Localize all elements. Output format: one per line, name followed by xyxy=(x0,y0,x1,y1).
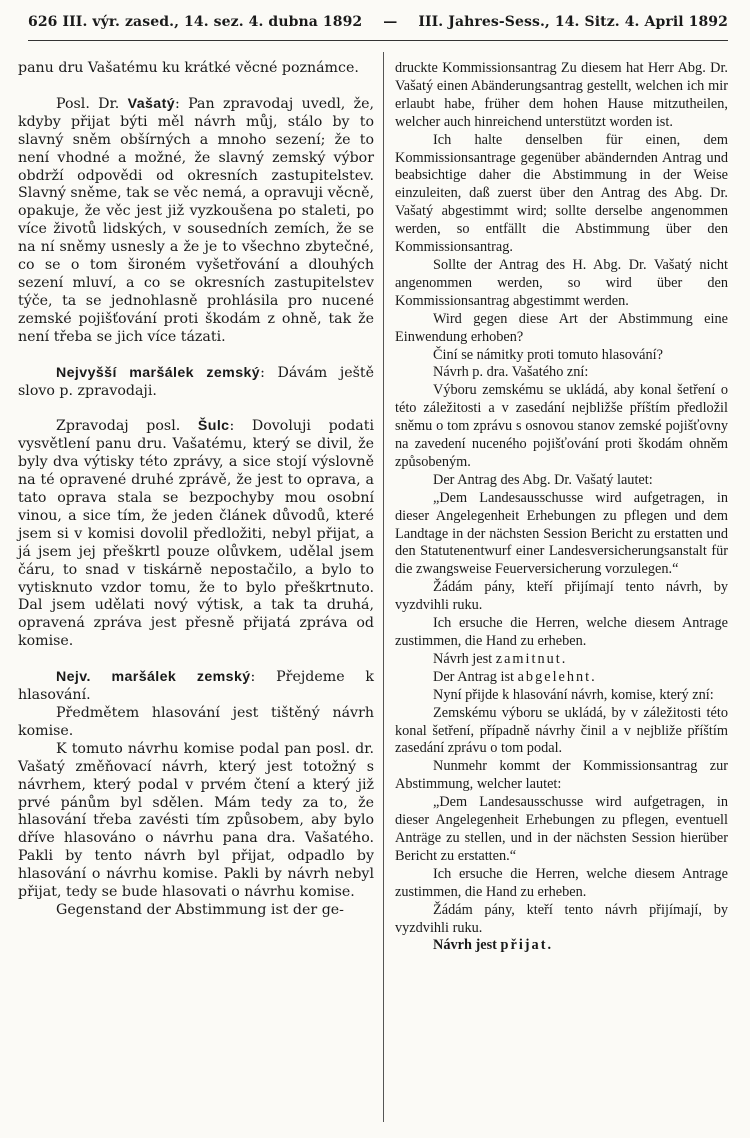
vote-result xyxy=(395,669,728,687)
paragraph: druckte Kommissionsantrag Zu diesem hat Herr Abg. Dr. Vašatý einen Abänderungsantrag gestellt, welchen ich mir erlaubt habe, früher dem hohen Hause mitzutheilen, welcher auch hinreichend unterstützt worden ist. xyxy=(395,60,728,130)
speech-vasaty xyxy=(18,96,374,347)
speech-sulc xyxy=(18,418,374,651)
speech-text: : Přejdeme k hlasování. xyxy=(18,669,374,704)
paragraph: „Dem Landesausschusse wird aufgetragen, in dieser Angelegenheit Erhebungen zu pflegen und dem Landtage in der nächsten Session Bericht zu erstatten und den Statutenentwurf einer Landesversicherungsanstalt für die zwangsweise Feuerversicherung vorzulegen.“ xyxy=(395,489,728,578)
result-value: zamitnut. xyxy=(495,650,568,667)
paragraph: Návrh p. dra. Vašatého zní: xyxy=(433,364,589,381)
speaker-name: Šulc xyxy=(197,418,230,435)
paragraph: Ich halte denselben für einen, dem Kommissionsantrage gegenüber abändernden Antrag und beabsichtige daher die Abstimmung in der Weise einzuleiten, daß zuerst über den Antrag des Abg. Dr. Vašatý abgestimmt wird; sollte derselbe angenommen werden, so entfällt die Abstimmung über den Kommissionsantrag. xyxy=(395,131,728,256)
speech-marsalek xyxy=(18,365,374,401)
paragraph: Gegenstand der Abstimmung ist der ge- xyxy=(56,901,344,918)
paragraph: Zemskému výboru se ukládá, by v záležitosti této konal šetření, případně návrhy činil a v nejbliže příštím zasedání zprávu o tom podal. xyxy=(395,704,728,757)
paragraph: panu dru Vašatému ku krátké věcné poznámce. xyxy=(18,60,359,76)
column-divider xyxy=(383,52,384,1122)
paragraph: Ich ersuche die Herren, welche diesem Antrage zustimmen, die Hand zu erheben. xyxy=(395,865,728,900)
result-label: Der Antrag ist xyxy=(433,668,514,685)
speaker-name: Vašatý xyxy=(127,95,176,112)
speaker-name: Nejvyšší maršálek zemský xyxy=(56,364,261,381)
paragraph: K tomuto návrhu komise podal pan posl. dr. Vašatý změňovací návrh, který jest totožný s návrhem, který podal v prvém čtení a který již prvé pánům byl sdělen. Mám tedy za to, že hlasování třeba zavésti tím způsobem, aby bylo dříve hlasováno o návrhu pana dra. Vašatého. Pakli by tento návrh byl přijat, odpadlo by hlasování o návrhu komise. Pakli by návrh nebyl přijat, tedy se bude hlasovati o návrhu komise. xyxy=(18,740,374,901)
paragraph: Nunmehr kommt der Kommissionsantrag zur Abstimmung, welcher lautet: xyxy=(395,758,728,793)
paragraph: Nyní přijde k hlasování návrh, komise, který zní: xyxy=(433,686,714,703)
speaker-intro: Posl. Dr. xyxy=(56,95,120,112)
vote-result xyxy=(395,651,728,669)
paragraph: Wird gegen diese Art der Abstimmung eine Einwendung erhoben? xyxy=(395,310,728,345)
result-label: Návrh jest xyxy=(433,650,493,667)
paragraph: Žádám pány, kteří tento návrh přijímají, by vyzdvihli ruku. xyxy=(395,901,728,936)
header-separator: — xyxy=(383,14,398,30)
paragraph: Předmětem hlasování jest tištěný návrh komise. xyxy=(18,705,374,739)
left-column xyxy=(18,60,374,920)
speaker-intro: Zpravodaj posl. xyxy=(56,418,181,435)
paragraph: Činí se námitky proti tomuto hlasování? xyxy=(433,346,663,363)
paragraph: „Dem Landesausschusse wird aufgetragen, in dieser Angelegenheit Erhebungen zu pflegen, eventuell Anträge zu stellen, und in der nächsten Session hierüber Bericht zu erstatten.“ xyxy=(395,794,728,864)
result-value: přijat. xyxy=(500,937,554,954)
speech-text: : Dávám ještě slovo p. zpravodaji. xyxy=(18,364,374,399)
paragraph: Výboru zemskému se ukládá, aby konal šetření o této záležitosti a v zasedání nejbližše příštím předložil sněmu o tom zprávu s osnovou stanov zemské pojišťovny na zavedení nuceného pojišťování proti škodám ohněm způsobeným. xyxy=(395,382,728,470)
result-value: abgelehnt. xyxy=(517,668,597,685)
result-label: Návrh jest xyxy=(433,937,497,954)
paragraph: Sollte der Antrag des H. Abg. Dr. Vašatý nicht angenommen werden, so wird über den Kommissionsantrag abgestimmt werden. xyxy=(395,256,728,309)
header-czech: 626 III. výr. zased., 14. sez. 4. dubna 1892 xyxy=(28,14,363,30)
right-column xyxy=(395,60,728,955)
speech-marsalek-2 xyxy=(18,669,374,705)
paragraph: Der Antrag des Abg. Dr. Vašatý lautet: xyxy=(433,471,653,488)
speech-text: : Dovoluji podati vysvětlení panu dru. Vašatému, který se divil, že byly dva výtisky této zprávy, a sice stojí výslovně na té opravené druhé zprávě, že jest to oprava, a tato oprava stala se bezpochyby mou osobní vinou, a sice tím, že jeden článek důvodů, které jsem si v komisi dovolil předložiti, nebyl přijat, a já jsem jej přeškrtl pouze olůvkem, udělal jsem čáru, to snad v tiskárně nepostačilo, a bylo to vytisknuto vzdor tomu, že to bylo přeškrtnuto. Dal jsem udělati nový výtisk, a tak ta druhá, opravená zpráva jest přesně přijatá zpráva od komise. xyxy=(18,418,374,650)
paragraph: Žádám pány, kteří přijímají tento návrh, by vyzdvihli ruku. xyxy=(395,579,728,614)
page-header xyxy=(28,14,728,30)
paragraph: Ich ersuche die Herren, welche diesem Antrage zustimmen, die Hand zu erheben. xyxy=(395,615,728,649)
speaker-name: Nejv. maršálek zemský xyxy=(56,669,251,686)
speech-text: : Pan zpravodaj uvedl, že, kdyby přijat býti měl návrh můj, stálo by to slavný sněm obšírných a mnoho sezení; že to není vhodné a možné, že slavný zemský výbor obdrží odpovědi od okresních zastupitelstev. Slavný sněme, tak se věc nemá, a opravuji věcně, opakuje, že věc jest již vyzkoušena po staleti, po více životů lidských, v sousedních zemích, že se na ní sněmy usnesly a že je to všechno zbytečné, co se o tom široném vyšetřování a dlouhých sezení mluví, a co se okresních zastupitelstev týče, ta se jednohlasně prohlásila pro nucené zemské pojišťování proti škodám z ohně, tak že není třeba se jich více tázati. xyxy=(18,95,374,345)
header-german: III. Jahres-Sess., 14. Sitz. 4. April 1892 xyxy=(418,14,728,30)
vote-result xyxy=(395,937,728,955)
header-rule xyxy=(28,40,728,41)
